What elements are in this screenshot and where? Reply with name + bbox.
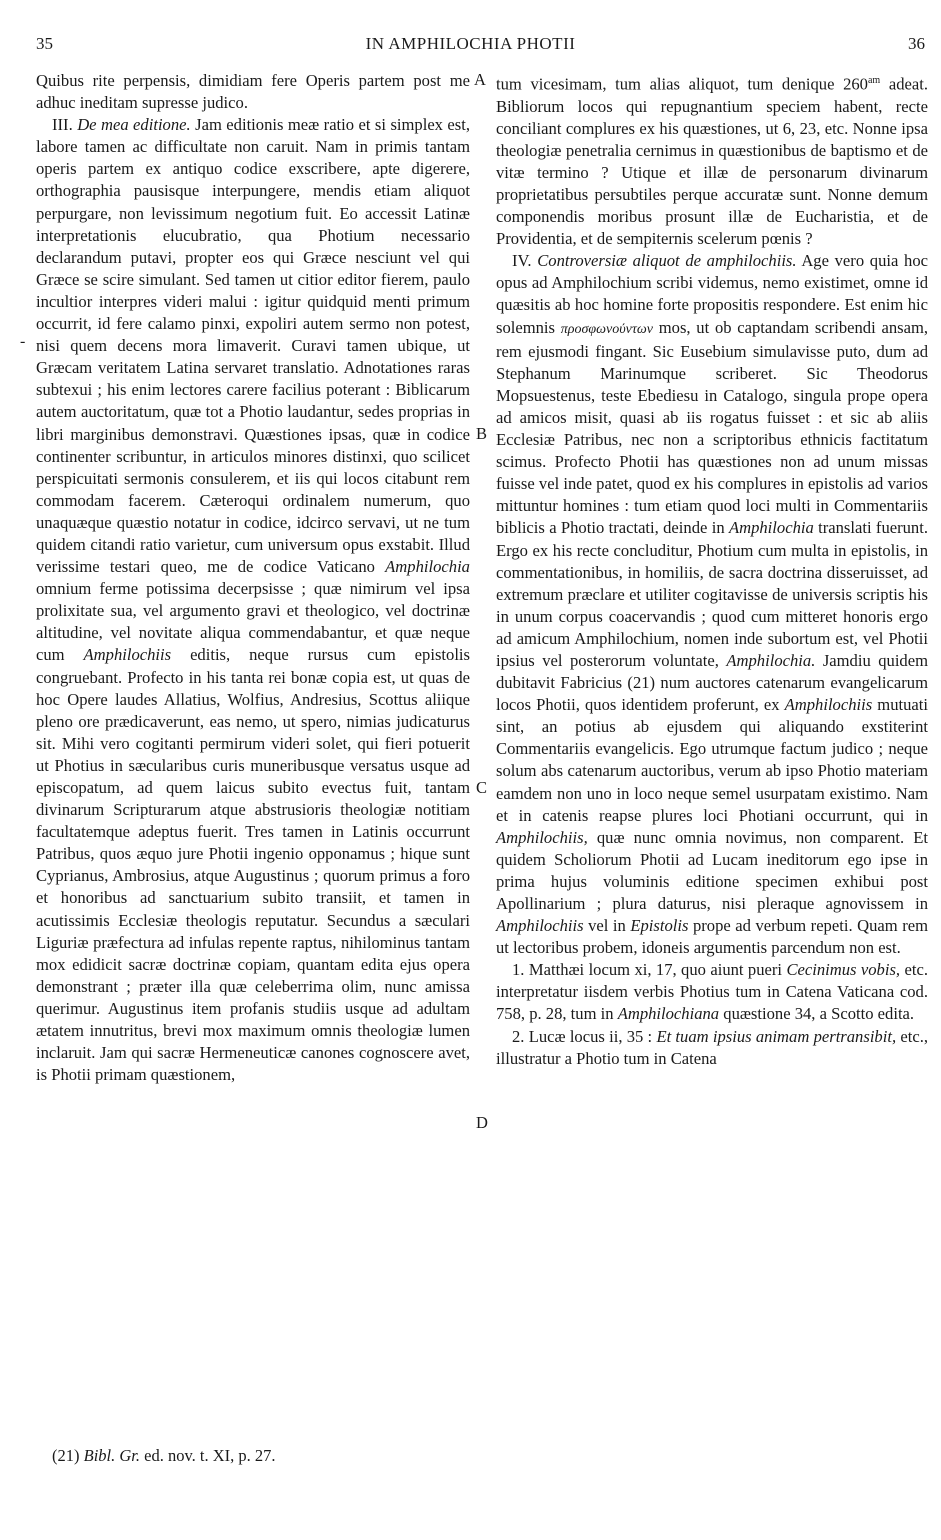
paragraph: tum vicesimam, tum alias aliquot, tum denique $260^{am}$ adeat. Bibliorum locos qui repugnantium speciem habent, recte conciliant complures ex his quæstiones, ut 6, 23, etc. Nonne ipsa theologiæ penetralia cernimus in quæstionibus de baptismo et de vitæ termino ? Utique et illæ de personarum divinarum proprietatibus persubtiles perque accuratæ sunt. Nonne demum componendis moribus prosunt illæ de Eucharistia, et de Providentia, et de sempiternis scelerum pœnis ?	[496, 74, 928, 249]
paragraph: IV. Controversiæ aliquot de amphilochiis. Age vero quia hoc opus ad Amphilochium scribi videmus, nemo existimet, omne id quæsitis ab hoc homine forte propositis respondere. Est enim hic solemnis προσφωνούντων mos, ut ob captandam scribendi ansam, rem ejusmodi fingant. Sic Eusebium simulavisse puto, dum ad Stephanum Marinumque scriberet. Sic Theodorus Mopsuestenus, teste Ebediesu in Catalogo, singula prope opera ad amicos misit, quasi ab iis rogatus fuisset : et sic ab aliis Ecclesiæ Patribus, nec non a scriptoribus ethnicis factitatum scimus. Profecto Photii has quæstiones non ad unum missas fuisse vel inde patet, quod ex his complures in epistolis ad varios mittuntur homines : tum etiam quod loci multi in Commentariis biblicis a Photio tractati, deinde in Amphilochia translati fuerunt. Ergo ex his recte concluditur, Photium cum multa in epistolis, in commentationibus, in homiliis, de sacra doctrina disseruisset, ad extremum præclare et utiliter cogitavisse de universis scriptis his in unum corpus coacervandis ; quod cum mitteret honoris ergo ad amicum Amphilochium, nomen inde subortum est, vel Photii ipsius vel posterorum voluntate, Amphilochia. Jamdiu quidem dubitavit Fabricius (21) num auctores catenarum evangelicarum locos Photii, quos identidem proferunt, ex Amphilochiis mutuati sint, an potius ab ejusdem qui aliquando exstiterint Commentariis evangelicis. Ego utrumque factum judico ; neque solum abs catenarum auctoribus, verum ab ipso Photio materiam eamdem non uno in loco neque semel usurpatam existimo. Nam et in catenis reapse plures loci Photiani occurrunt, qui in Amphilochiis, quæ nunc omnia novimus, non comparent. Et quidem Scholiorum Photii ad Lucam ineditorum ego ipse in prima hujus voluminis editione specimen exhibui post Apollinarium ; plura daturus, nisi pleraque agnovissem in Amphilochiis vel in Epistolis prope ad verbum repeti. Quam rem ut lectoribus probem, idoneis argumentis parcendum non est.	[496, 251, 929, 958]
page-header	[0, 34, 941, 58]
left-column	[36, 70, 470, 1086]
footnote: (21) Bibl. Gr. ed. nov. t. XI, p. 27.	[52, 1446, 276, 1465]
running-title: IN AMPHILOCHIA PHOTII	[365, 34, 576, 53]
paragraph: Quibus rite perpensis, dimidiam fere Operis partem post me adhuc ineditam supresse judico.	[36, 71, 470, 113]
page-number-left: 35	[36, 34, 53, 53]
margin-marker-c: C	[476, 778, 488, 797]
section-number: IV.	[512, 251, 532, 271]
margin-marker-b: B	[476, 424, 488, 443]
paragraph: 2. Lucæ locus ii, 35 : Et tuam ipsius animam pertransibit, etc., illustratur a Photio tum in Catena	[496, 1026, 928, 1068]
paragraph: 1. Matthæi locum xi, 17, quo aiunt pueri Cecinimus vobis, etc. interpretatur iisdem verbis Photius tum in Catena Vaticana cod. 758, p. 28, tum in Amphilochiana quæstione 34, a Scotto edita.	[496, 960, 928, 1024]
margin-marker-a: A	[474, 70, 486, 89]
margin-marker-d: D	[476, 1113, 488, 1132]
margin-dash: -	[20, 333, 26, 350]
greek-word: προσφωνούντων	[560, 321, 653, 337]
section-heading: Controversiæ aliquot de amphilochiis.	[537, 251, 797, 271]
paragraph: III. De mea editione. Jam editionis meæ ratio et si simplex est, labore tamen ac difficultate non caruit. Nam in primis tantam operis partem ex antiquo codice exscribere, apte digerere, orthographia pausisque interpungere, mendis etiam aliquot perpurgare, non levissimum negotium fuit. Eo accessit Latinæ interpretationis elucubratio, qua Photium necessario declarandum putavi, propter eos qui Græce nesciunt vel qui Græce se scire simulant. Sed tamen ut citior editor fierem, paulo incultior interpres videri malui : igitur quidquid menti primum occurrit, id fere calamo pinxi, expoliri autem sermo non potest, nisi quem decens mora limaverit. Curavi tamen ubique, ut Græcam veritatem Latina servaret translatio. Adnotationes raras subtexui ; his enim lectores carere facilius poterant : Biblicarum autem auctoritatum, quæ tot a Photio laudantur, sedes proprias in libri marginibus demonstravi. Quæstiones ipsas, quæ in codice continenter scribuntur, in articulos minores distinxi, quo scilicet perspicuitati sermonis consulerem, et iis qui locos citabunt rem commodam facerem. Cæteroqui ordinalem numerum, quo unaquæque quæstio notatur in codice, idcirco servavi, ut ne tum quidem citandi ratio varietur, cum universum opus exstabit. Illud verissime testari queo, me de codice Vaticano Amphilochia omnium ferme potissima decerpsisse ; quæ nimirum vel ipsa prolixitate sua, vel argumento gravi et theologico, vel doctrinæ altitudine, vel novitate aliqua commendabantur, et quæ neque cum Amphilochiis editis, neque rursus cum epistolis congruebant. Profecto in his tanta rei bonæ copia est, ut quas de hoc Opere laudes Allatius, Wolfius, Andresius, Scottus aliique pleno ore prædicaverunt, eas nemo, ut spero, nimias judicaturus sit. Mihi vero cogitanti permirum videri solet, qui fieri potuerit ut Photius in sæcularibus curis muneribusque versatus usque ad episcopatum, ad quem laicus subito evectus fuit, tantam divinarum Scripturarum atque abstrusioris theologiæ notitiam facultatemque adeptus fuerit. Tres tamen in Latinis occurrunt Patribus, quos æquo jure Photii ingenio opponamus ; hique sunt Cyprianus, Ambrosius, atque Augustinus ; quorum primus a foro et honoribus ad sanctuarium subito transiit, et tamen in acutissimis Ecclesiæ theologis reputatur. Secundus a sæculari Liguriæ præfectura ad infulas repente raptus, nihilominus tantam mox edidicit sacræ doctrinæ copiam, quantam edita ejus opera demonstrant ; præter illa quæ celeberrima olim, nunc amissa querimur. Augustinus item profanis studiis usque ad adultam ætatem innutritus, brevi mox maximum omnis theologiæ lumen inclaruit. Jam qui sacræ Hermeneuticæ canones cognoscere avet, is Photii primam quæstionem,	[36, 115, 471, 1085]
right-column	[496, 70, 928, 1070]
section-heading: De mea editione.	[77, 115, 191, 135]
page-number-right: 36	[908, 34, 925, 53]
section-number: III.	[52, 115, 73, 135]
